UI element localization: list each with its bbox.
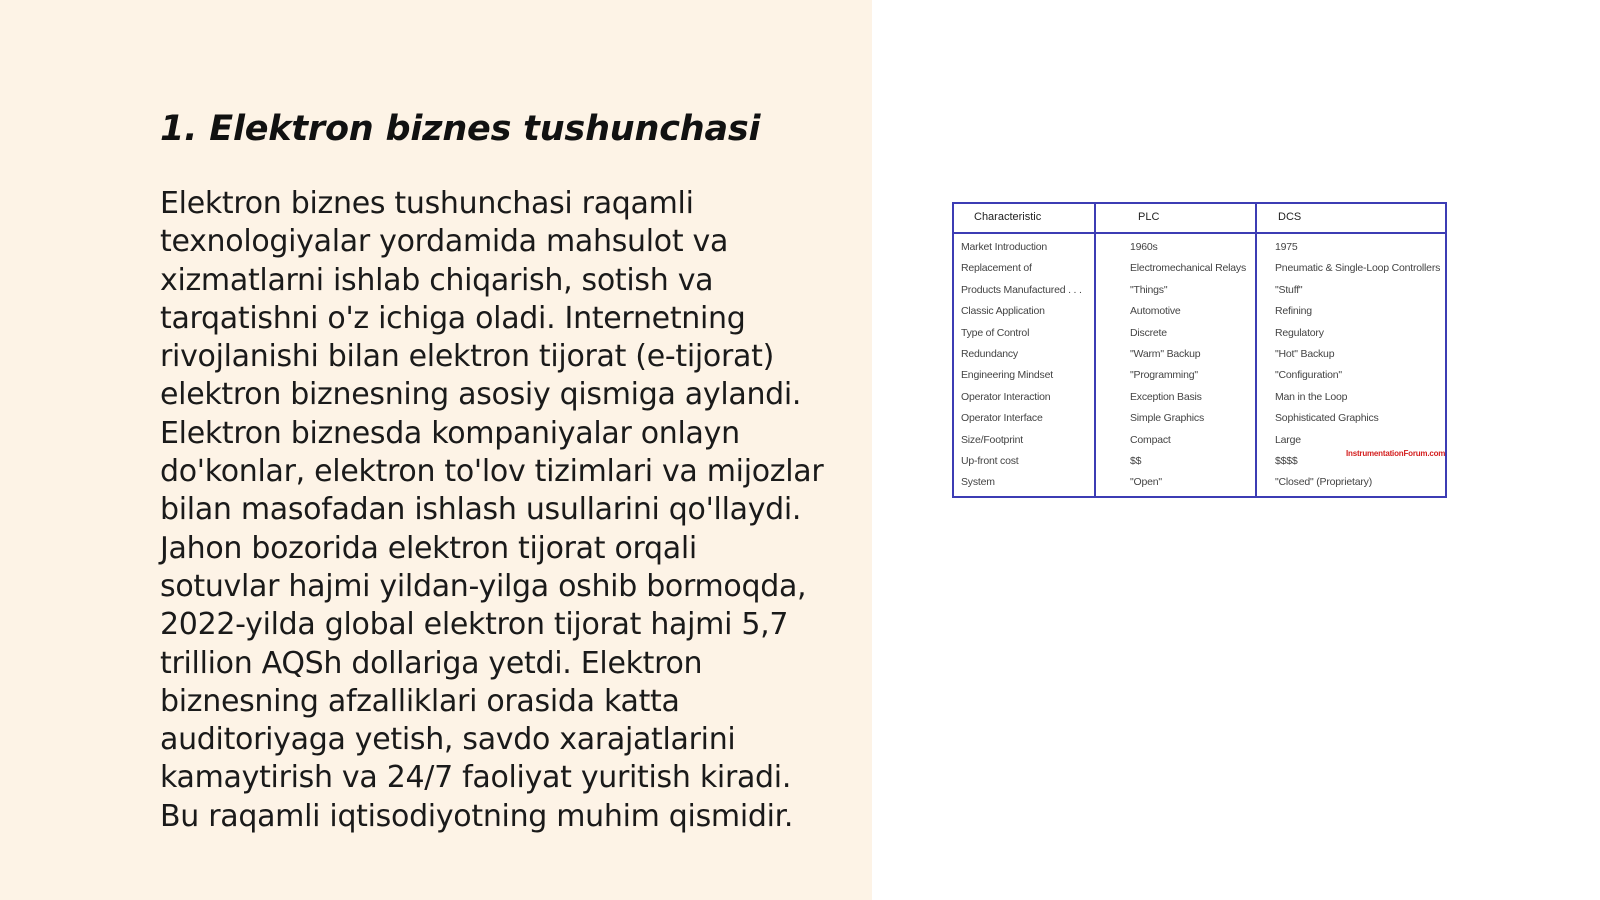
table-row — [954, 259, 1445, 280]
body-line: do'konlar, elektron to'lov tizimlari va mijozlar — [160, 454, 824, 490]
table-cell: Exception Basis — [1130, 390, 1202, 403]
body-line: 2022-yilda global elektron tijorat hajmi 5,7 — [160, 607, 789, 643]
table-row — [954, 388, 1445, 409]
table-cell: $$ — [1130, 455, 1142, 467]
table-cell: Market Introduction — [961, 241, 1048, 253]
table-cell: Simple Graphics — [1130, 412, 1205, 425]
body-line: texnologiyalar yordamida mahsulot va — [160, 224, 729, 260]
table-cell: Automotive — [1130, 305, 1181, 318]
header-characteristic: Characteristic — [974, 211, 1042, 223]
table-cell: "Closed" (Proprietary) — [1275, 476, 1373, 489]
table-cell: $$$$ — [1275, 455, 1298, 467]
table-cell: Size/Footprint — [961, 433, 1023, 446]
body-line: tarqatishni o'z ichiga oladi. Internetning — [160, 300, 746, 336]
table-cell: Operator Interaction — [961, 390, 1051, 403]
header-plc: PLC — [1138, 211, 1160, 223]
body-line: sotuvlar hajmi yildan-yilga oshib bormoqda, — [160, 568, 807, 604]
table-cell: 1960s — [1130, 241, 1158, 253]
table-row — [954, 324, 1445, 345]
body-line: trillion AQSh dollariga yetdi. Elektron — [160, 645, 703, 681]
table-cell: Discrete — [1130, 326, 1167, 339]
body-line: rivojlanishi bilan elektron tijorat (e-tijorat) — [160, 339, 774, 375]
table-cell: Large — [1275, 433, 1301, 446]
table-cell: "Stuff" — [1275, 283, 1303, 296]
table-row — [954, 345, 1445, 366]
slide-title: 1. Elektron biznes tushunchasi — [160, 109, 761, 149]
body-paragraph — [160, 185, 840, 836]
table-cell: Type of Control — [961, 326, 1030, 339]
table-row — [954, 238, 1445, 259]
table-cell: Products Manufactured . . . — [961, 283, 1082, 296]
table-cell: Electromechanical Relays — [1130, 262, 1247, 275]
table-cell: "Warm" Backup — [1130, 348, 1201, 360]
table-cell: Pneumatic & Single-Loop Controllers — [1275, 262, 1441, 275]
table-row — [954, 366, 1445, 387]
table-row — [954, 473, 1445, 494]
table-cell: "Open" — [1130, 476, 1162, 489]
body-line: bilan masofadan ishlash usullarini qo'llaydi. — [160, 492, 802, 528]
watermark: InstrumentationForum.com — [1346, 449, 1446, 458]
table-cell: Refining — [1275, 305, 1312, 318]
header-divider — [954, 232, 1445, 234]
table-cell: "Hot" Backup — [1275, 348, 1335, 360]
table-cell: 1975 — [1275, 241, 1298, 253]
table-cell: Engineering Mindset — [961, 369, 1053, 382]
body-line: Elektron biznesda kompaniyalar onlayn — [160, 415, 740, 451]
table-cell: Operator Interface — [961, 412, 1043, 425]
body-line: biznesning afzalliklari orasida katta — [160, 683, 680, 719]
table-cell: "Programming" — [1130, 369, 1198, 382]
table-row — [954, 281, 1445, 302]
table-cell: Sophisticated Graphics — [1275, 412, 1379, 425]
table-cell: "Configuration" — [1275, 369, 1342, 382]
body-line: Jahon bozorida elektron tijorat orqali — [160, 530, 697, 566]
table-cell: Man in the Loop — [1275, 390, 1348, 403]
table-row — [954, 302, 1445, 323]
table-cell: Regulatory — [1275, 326, 1324, 339]
body-line: Elektron biznes tushunchasi raqamli — [160, 186, 694, 221]
header-dcs: DCS — [1278, 211, 1302, 223]
table-cell: "Things" — [1130, 283, 1168, 296]
body-line: elektron biznesning asosiy qismiga aylandi. — [160, 377, 802, 413]
table-cell: Compact — [1130, 433, 1171, 446]
table-cell: Redundancy — [961, 348, 1018, 360]
table-cell: Up-front cost — [961, 455, 1019, 467]
comparison-table-image — [952, 202, 1447, 498]
body-line: kamaytirish va 24/7 faoliyat yuritish kiradi. — [160, 760, 792, 796]
body-line: xizmatlarni ishlab chiqarish, sotish va — [160, 262, 714, 298]
table-cell: Classic Application — [961, 305, 1045, 318]
table-cell: Replacement of — [961, 262, 1032, 275]
body-line: Bu raqamli iqtisodiyotning muhim qismidir. — [160, 798, 794, 834]
table-cell: System — [961, 476, 995, 489]
table-row — [954, 409, 1445, 430]
body-line: auditoriyaga yetish, savdo xarajatlarini — [160, 722, 736, 758]
